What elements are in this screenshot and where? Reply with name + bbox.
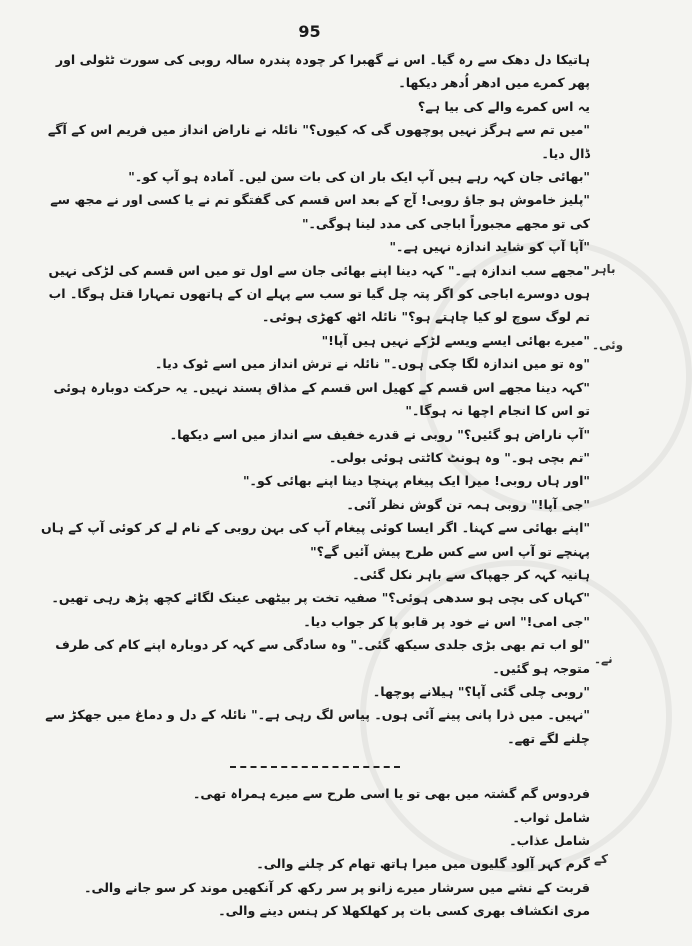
verse-line: قربت کے نشے میں سرشار میرے زانو پر سر رکھ کر آنکھیں موند کر سو جانے والی۔ <box>84 879 590 895</box>
body-text <box>40 48 590 923</box>
paragraph: "مجھے سب اندازہ ہے۔" کہہ دینا اپنے بھائی جان سے اول تو میں اس قسم کی لڑکی نہیں ہوں دوسرے اباجی کو اگر پتہ چل گیا تو سب سے پہلے ان کے ہاتھوں تمہارا قتل ہوگا۔ اب تم لوگ سوچ لو کیا چاہتے ہو؟" نائلہ اٹھ کھڑی ہوئی۔ <box>48 262 590 325</box>
paragraph: "آپا آپ کو شاید اندازہ نہیں ہے۔" <box>389 239 590 255</box>
verse-line: شامل ثواب۔ <box>512 809 590 825</box>
verse-line: مری انکشاف بھری کسی بات پر کھلکھلا کر ہنس دینے والی۔ <box>218 903 590 919</box>
margin-fragment: وئی۔ <box>592 338 624 352</box>
paragraph: "بھائی جان کہہ رہے ہیں آپ ایک بار ان کی بات سن لیں۔ آمادہ ہو آپ کو۔" <box>128 169 590 185</box>
verse-line: شامل عذاب۔ <box>509 833 590 848</box>
paragraph: یہ اس کمرے والے کی بیا ہے؟ <box>417 98 590 114</box>
verse-line: فردوس گم گشتہ میں بھی تو یا اسی طرح سے میرے ہمراہ تھی۔ <box>192 786 590 802</box>
paragraph: "میں تم سے ہرگز نہیں پوچھوں گی کہ کیوں؟" نائلہ نے ناراض انداز میں فریم اس کے آگے ڈال دیا۔ <box>47 122 590 161</box>
paragraph: "جی امی!" اس نے خود پر قابو پا کر جواب دیا۔ <box>303 613 590 629</box>
paragraph: "اپنے بھائی سے کہنا۔ اگر ایسا کوئی پیغام آپ کی بہن روبی کے نام لے کر کوئی آپ کے ہاں پہنچے تو آپ اس سے کس طرح پیش آئیں گے؟" <box>41 520 590 559</box>
paragraph: "لو اب تم بھی بڑی جلدی سیکھ گئی۔" وہ سادگی سے کہہ کر دوبارہ اپنے کام کی طرف متوجہ ہو گئیں۔ <box>55 637 590 676</box>
paragraph: "روبی چلی گئی آپا؟" ہیلانے پوچھا۔ <box>372 683 590 699</box>
paragraph: ہانیہ کہہ کر جھپاک سے باہر نکل گئی۔ <box>352 566 590 582</box>
paragraph: "کہہ دینا مجھے اس قسم کے کھیل اس قسم کے مذاق پسند نہیں۔ یہ حرکت دوبارہ ہوئی تو اس کا انجام اچھا نہ ہوگا۔" <box>53 379 590 419</box>
paragraph: "وہ تو میں اندازہ لگا چکی ہوں۔" نائلہ نے ترش انداز میں اسے ٹوک دیا۔ <box>154 356 590 372</box>
paragraph: "پلیز خاموش ہو جاؤ روبی! آج کے بعد اس قسم کی گفتگو تم نے یا کسی اور نے مجھ سے کی تو مجھے مجبوراً اباجی کی مدد لینا ہوگی۔" <box>50 192 590 231</box>
verse-line: گرم کہر آلود گلیوں میں میرا ہاتھ تھام کر چلنے والی۔ <box>256 856 590 872</box>
paragraph: ہاتیکا دل دھک سے رہ گیا۔ اس نے گھبرا کر چودہ پندرہ سالہ روبی کی سورت ٹٹولی اور پھر کمرے میں ادھر اُدھر دیکھا۔ <box>55 52 590 91</box>
paragraph: "جی آپا!" روبی ہمہ تن گوش نظر آئی۔ <box>346 496 590 512</box>
margin-fragment: باہر <box>592 262 616 276</box>
paragraph: "کہاں کی بچی ہو سدھی ہوئی؟" صفیہ تخت پر بیٹھی عینک لگائے کچھ پڑھ رہی تھیں۔ <box>51 590 590 606</box>
paragraph: "نہیں۔ میں ذرا پانی پینے آئی ہوں۔ پیاس لگ رہی ہے۔" نائلہ کے دل و دماغ میں جھکڑ سے چلنے لگے تھے۔ <box>45 707 590 746</box>
paragraph: "میرے بھائی ایسے ویسے لڑکے نہیں ہیں آپا!" <box>321 332 590 348</box>
section-divider <box>230 766 400 768</box>
paragraph: "اور ہاں روبی! میرا ایک پیغام پہنچا دینا اپنے بھائی کو۔" <box>243 473 590 489</box>
margin-fragment: کے <box>594 852 609 866</box>
margin-fragment: نے۔ <box>594 652 613 666</box>
page-number: 95 <box>298 22 321 41</box>
paragraph: "آپ ناراض ہو گئیں؟" روبی نے قدرے خفیف سے انداز میں اسے دیکھا۔ <box>169 426 590 442</box>
paragraph: "تم بچی ہو۔" وہ ہونٹ کاٹتی ہوئی بولی۔ <box>328 449 590 465</box>
